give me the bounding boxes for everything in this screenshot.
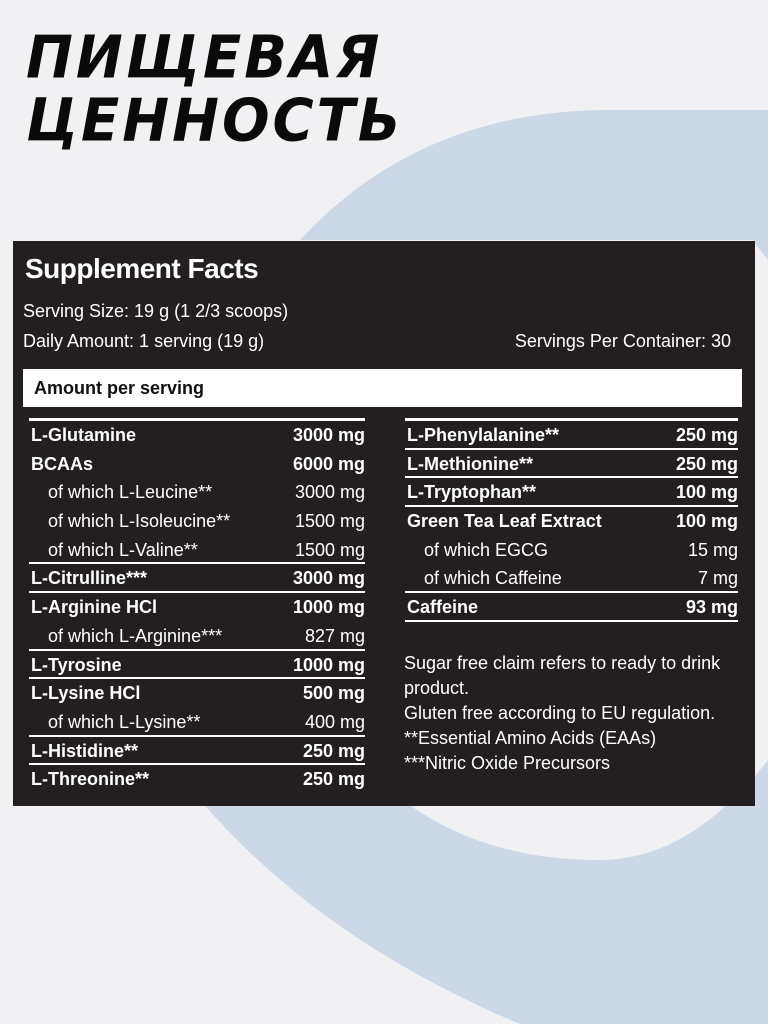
table-row [405,450,738,479]
nutrient-amount: 100 mg [675,482,738,503]
footnote: **Essential Amino Acids (EAAs) [404,728,657,748]
table-row [405,421,738,450]
footnote: Gluten free according to EU regulation. [404,703,716,723]
nutrient-amount: 6000 mg [292,453,365,474]
nutrient-name: L-Methionine** [407,453,533,474]
heading-line-1: ПИЩЕВАЯ [26,23,383,93]
nutrient-name: L-Threonine** [31,769,150,790]
nutrient-name: L-Histidine** [31,740,139,761]
heading-line-2: ЦЕННОСТЬ [26,86,404,156]
nutrient-amount: 93 mg [685,597,738,618]
table-row [29,536,365,565]
table-row [29,708,365,737]
nutrient-name: of which L-Valine** [48,539,198,560]
table-row [29,421,365,450]
nutrient-amount: 3000 mg [294,482,365,503]
nutrient-amount: 100 mg [675,511,738,532]
table-row [29,622,365,651]
supplement-facts-panel [13,241,755,806]
table-row [405,593,738,622]
nutrient-name: L-Arginine HCl [31,597,157,618]
nutrient-amount: 250 mg [675,425,738,445]
nutrient-amount: 400 mg [304,711,365,732]
nutrient-name: L-Citrulline*** [31,568,148,589]
nutrient-name: Caffeine [407,597,479,618]
footnote: Sugar free claim refers to ready to drink product. [404,653,721,698]
table-row [29,450,365,479]
table-row [405,507,738,536]
nutrient-amount: 3000 mg [292,568,365,589]
nutrient-amount: 1500 mg [294,539,365,560]
nutrient-name: L-Tyrosine [31,654,122,675]
nutrient-amount: 250 mg [302,769,365,790]
panel-title: Supplement Facts [25,253,259,284]
amount-per-serving-header: Amount per serving [23,369,742,407]
nutrient-name: of which L-Lysine** [48,711,201,732]
nutrient-name: L-Phenylalanine** [407,425,560,445]
table-row [29,651,365,680]
nutrient-table-left [29,418,365,794]
nutrient-name: BCAAs [31,453,94,474]
nutrient-amount: 1500 mg [294,511,365,532]
nutrient-amount: 7 mg [697,568,738,589]
nutrient-name: of which L-Leucine** [48,482,213,503]
table-row [29,478,365,507]
nutrient-name: of which Caffeine [424,568,562,589]
table-row [29,679,365,708]
nutrient-amount: 1000 mg [292,597,365,618]
nutrient-name: of which EGCG [424,539,549,560]
table-row [29,507,365,536]
nutrient-amount: 827 mg [304,625,365,646]
table-row [405,478,738,507]
table-row [29,593,365,622]
table-row [405,564,738,593]
nutrient-name: L-Lysine HCl [31,683,141,704]
serving-size: Serving Size: 19 g (1 2/3 scoops) [23,301,289,321]
nutrient-table-right [405,418,738,622]
servings-per-container: Servings Per Container: 30 [514,331,731,351]
nutrient-amount: 1000 mg [292,654,365,675]
nutrient-amount: 250 mg [302,740,365,761]
nutrient-name: L-Tryptophan** [407,482,536,503]
footnote: ***Nitric Oxide Precursors [404,753,611,773]
table-row [29,737,365,766]
nutrient-amount: 250 mg [675,453,738,474]
table-row [405,536,738,565]
nutrient-name: of which L-Isoleucine** [48,511,231,532]
table-row [29,765,365,794]
nutrient-name: Green Tea Leaf Extract [407,511,602,532]
nutrient-name: L-Glutamine [31,425,137,445]
nutrient-amount: 15 mg [687,539,738,560]
daily-amount: Daily Amount: 1 serving (19 g) [23,331,265,351]
nutrient-amount: 500 mg [302,683,365,704]
nutrient-amount: 3000 mg [292,425,365,445]
table-row [29,564,365,593]
nutrient-name: of which L-Arginine*** [48,625,223,646]
page-heading [26,23,404,156]
footnotes [404,651,739,776]
